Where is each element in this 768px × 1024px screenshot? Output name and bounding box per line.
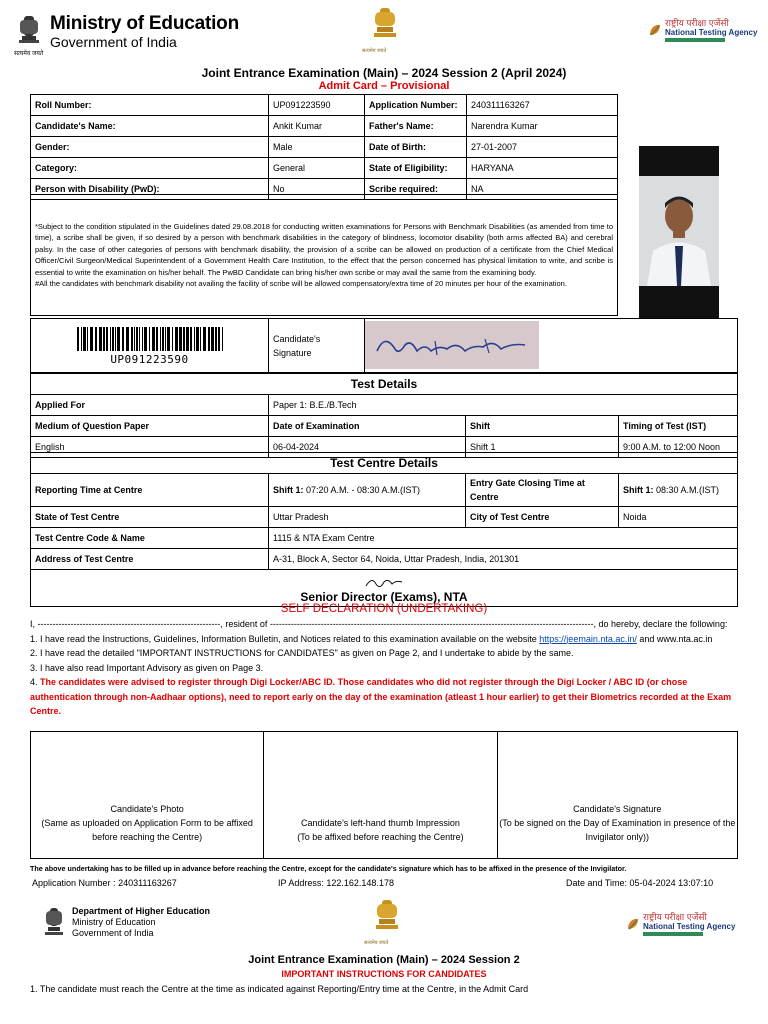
barcode-bar [142, 327, 143, 351]
barcode-bar [81, 327, 82, 351]
barcode-bar [203, 327, 206, 351]
centre-city-label: City of Test Centre [466, 507, 619, 528]
barcode-bar [200, 327, 201, 351]
self-declaration-heading: SELF DECLARATION (UNDERTAKING) [280, 603, 488, 615]
test-details-table [30, 372, 738, 458]
centre-address-value: A-31, Block A, Sector 64, Noida, Uttar Pradesh, India, 201301 [269, 549, 738, 570]
gate-closing-value: Shift 1: 08:30 A.M.(IST) [619, 474, 738, 507]
barcode-bar [215, 327, 217, 351]
centre-state-label: State of Test Centre [31, 507, 269, 528]
barcode-bar [103, 327, 105, 351]
page2-exam-title: Joint Entrance Examination (Main) – 2024 Session 2 [248, 954, 520, 966]
barcode-bar [83, 327, 86, 351]
barcode-bar [87, 327, 88, 351]
applied-for-label: Applied For [31, 395, 269, 416]
national-emblem-gold-icon [370, 6, 400, 46]
thumb-impression-box: Candidate's left-hand thumb Impression (To be affixed before reaching the Centre) [264, 732, 497, 859]
declaration-item-1: 1. I have read the Instructions, Guidelines, Information Bulletin, and Notices related to this examination available on the website https://jeemain.nta.ac.in/ and www.nta.ac.in [30, 633, 713, 644]
page2-emblem-motto: सत्यमेव जयते [364, 940, 389, 946]
barcode-bar [139, 327, 140, 351]
director-title: Senior Director (Exams), NTA [300, 590, 468, 604]
barcode-bar [167, 327, 170, 351]
barcode-bar [110, 327, 111, 351]
director-signature-cell [31, 570, 738, 607]
barcode [75, 327, 225, 351]
undertaking-note: The above undertaking has to be filled up in advance before reaching the Centre, except for the candidate's signature which has to be affixed in the presence of the Invigilator. [30, 864, 627, 873]
pwd-label: Person with Disability (PwD): [31, 179, 269, 200]
candidate-name-label: Candidate's Name: [31, 116, 269, 137]
barcode-bar [179, 327, 182, 351]
barcode-bar [149, 327, 150, 351]
barcode-text: UP091223590 [110, 352, 189, 366]
nta-name-english: National Testing Agency [665, 28, 758, 37]
candidate-name-value: Ankit Kumar [269, 116, 365, 137]
test-details-heading: Test Details [31, 373, 738, 395]
signature-label: Candidate's Signature [269, 319, 365, 374]
shift-label: Shift [466, 416, 619, 437]
declaration-body [30, 617, 742, 719]
declaration-item-2: 2. I have read the detailed "IMPORTANT INSTRUCTIONS for CANDIDATES" as given on Page 2, and I undertake to abide by the same. [30, 648, 574, 658]
barcode-bar [194, 327, 195, 351]
eligibility-state-value: HARYANA [467, 158, 618, 179]
emblem-motto-center: सत्यमेव जयते [362, 48, 387, 54]
pwd-note-paragraph-2: #All the candidates with benchmark disability not availing the facility of scribe will be allowed compensatory/extra time of 20 minutes per hour of the examination. [35, 279, 567, 288]
reporting-time-value: Shift 1: 07:20 A.M. - 08:30 A.M.(IST) [269, 474, 466, 507]
dob-label: Date of Birth: [365, 137, 467, 158]
centre-state-value: Uttar Pradesh [269, 507, 466, 528]
page2-nta-logo [626, 912, 735, 936]
page2-nta-bar [643, 932, 703, 936]
page2-emblem-icon [42, 906, 66, 942]
barcode-bar [196, 327, 199, 351]
scribe-value: NA [467, 179, 618, 200]
footer-ip-address: IP Address: 122.162.148.178 [278, 878, 394, 888]
centre-code-value: 1115 & NTA Exam Centre [269, 528, 738, 549]
ministry-government: Government of India [50, 34, 177, 50]
candidate-signature-image [365, 321, 539, 369]
gender-value: Male [269, 137, 365, 158]
exam-title: Joint Entrance Examination (Main) – 2024 Session 2 (April 2024) [201, 66, 567, 80]
shift-value: Shift 1 [466, 437, 619, 458]
barcode-bar [122, 327, 124, 351]
barcode-bar [115, 327, 116, 351]
barcode-bar [134, 327, 135, 351]
pwd-note-table [30, 194, 618, 316]
barcode-bar [186, 327, 189, 351]
page2-nta-name-english: National Testing Agency [643, 922, 736, 931]
emblem-motto: सत्यमेव जयते [14, 51, 44, 57]
national-emblem-icon [14, 14, 44, 50]
application-number-label: Application Number: [365, 95, 467, 116]
barcode-bar [211, 327, 214, 351]
page2-nta-name-hindi: राष्ट्रीय परीक्षा एजेंसी [643, 912, 707, 922]
application-number-value: 240311163267 [467, 95, 618, 116]
page2-department-header [42, 906, 210, 942]
gender-label: Gender: [31, 137, 269, 158]
applied-for-value: Paper 1: B.E./B.Tech [269, 395, 738, 416]
barcode-bar [136, 327, 138, 351]
nta-leaf-icon [648, 23, 662, 37]
barcode-bar [90, 327, 93, 351]
barcode-bar [152, 327, 155, 351]
page2-nta-leaf-icon [626, 917, 640, 931]
declaration-line-0: I, -------------------------------------------------------------, resident of ------------------------------------------------------------------------------------------------------------, do hereby, declare the following: [30, 619, 728, 629]
father-name-value: Narendra Kumar [467, 116, 618, 137]
barcode-bar [175, 327, 178, 351]
jeemain-website-link[interactable]: https://jeemain.nta.ac.in/ [539, 633, 637, 644]
barcode-bar [183, 327, 185, 351]
barcode-bar [112, 327, 114, 351]
exam-date-value: 06-04-2024 [269, 437, 466, 458]
declaration-item-4: 4. The candidates were advised to register through Digi Locker/ABC ID. Those candidates who did not register through the Digi Locker / ABC ID (or chose authentication through non-Aadhaar options), need to report early on the day of the examination (atleast 1 hour earlier) to get their Biometrics recorded at the Exam Centre. [30, 677, 732, 716]
reporting-time-label: Reporting Time at Centre [31, 474, 269, 507]
centre-city-value: Noida [619, 507, 738, 528]
centre-address-label: Address of Test Centre [31, 549, 269, 570]
footer-date-time: Date and Time: 05-04-2024 13:07:10 [566, 878, 714, 888]
centre-code-label: Test Centre Code & Name [31, 528, 269, 549]
candidate-details-table [30, 94, 618, 200]
candidate-photo-box: Candidate's Photo (Same as uploaded on Application Form to be affixed before reaching the Centre) [31, 732, 264, 859]
category-label: Category: [31, 158, 269, 179]
barcode-bar [99, 327, 102, 351]
medium-value: English [31, 437, 269, 458]
page2-department: Department of Higher Education [72, 906, 211, 916]
barcode-bar [156, 327, 158, 351]
barcode-bar [117, 327, 120, 351]
declaration-item-3: 3. I have also read Important Advisory as given on Page 3. [30, 662, 264, 673]
footer-application-number: Application Number : 240311163267 [32, 878, 177, 888]
barcode-cell [31, 319, 269, 374]
page2-instructions-heading: IMPORTANT INSTRUCTIONS FOR CANDIDATES [281, 969, 487, 979]
roll-number-value: UP091223590 [269, 95, 365, 116]
signature-cell [365, 319, 738, 374]
scribe-label: Scribe required: [365, 179, 467, 200]
category-value: General [269, 158, 365, 179]
timing-label: Timing of Test (IST) [619, 416, 738, 437]
page2-instruction-1: 1. The candidate must reach the Centre at the time as indicated against Reporting/Entry time at the Centre, in the Admit Card [30, 984, 529, 994]
barcode-bar [165, 327, 166, 351]
eligibility-state-label: State of Eligibility: [365, 158, 467, 179]
exam-date-label: Date of Examination [269, 416, 466, 437]
barcode-bar [106, 327, 108, 351]
nta-bar [665, 38, 725, 42]
barcode-bar [218, 327, 220, 351]
barcode-bar [160, 327, 161, 351]
pwd-value: No [269, 179, 365, 200]
ministry-name: Ministry of Education [50, 13, 239, 34]
candidate-photo [639, 146, 719, 318]
barcode-bar [190, 327, 192, 351]
pwd-note-paragraph-1: *Subject to the condition stipulated in the Guidelines dated 29.08.2018 for conducting written examinations for Persons with Benchmark Disabilities (as amended from time to time), a scribe shall be given, if so desired by a person with benchmark disabilities in the category of blindness, locomotor disability (both arms affected BA) and cerebral palsy. In the case of other categories of persons with benchmark disability, the provision of a scribe can be allowed on production of a certificate from the Chief Medical Officer/Civil Surgeon/Medical Superintendent of a Government Health Care Institution, to the effect that the person concerned has physical limitation to write, and scribe is essential to write the examination on his/her behalf. The PwBD Candidate can bring his/her own scribe or may avail the same from the examining body. [35, 221, 613, 277]
test-centre-heading: Test Centre Details [31, 453, 738, 474]
affix-boxes-table [30, 731, 738, 859]
page2-government: Government of India [72, 928, 154, 938]
admit-card-subtitle: Admit Card – Provisional [318, 80, 450, 92]
barcode-bar [208, 327, 210, 351]
barcode-bar [222, 327, 223, 351]
father-name-label: Father's Name: [365, 116, 467, 137]
medium-label: Medium of Question Paper [31, 416, 269, 437]
timing-value: 9:00 A.M. to 12:00 Noon [619, 437, 738, 458]
barcode-bar [172, 327, 173, 351]
candidate-signature-box: Candidate's Signature (To be signed on the Day of Examination in presence of the Invigilator only)) [497, 732, 737, 859]
barcode-bar [162, 327, 164, 351]
candidate-photo-image [639, 146, 719, 318]
nta-logo [648, 18, 757, 42]
barcode-bar [95, 327, 97, 351]
page2-ministry: Ministry of Education [72, 917, 156, 927]
pwd-note-cell [31, 195, 618, 316]
test-centre-table [30, 452, 738, 607]
page2-emblem-gold-icon [372, 898, 402, 938]
ministry-header [14, 14, 239, 50]
gate-closing-label: Entry Gate Closing Time at Centre [466, 474, 619, 507]
barcode-signature-table [30, 318, 738, 374]
barcode-bar [77, 327, 79, 351]
director-signature-image [364, 576, 404, 590]
nta-name-hindi: राष्ट्रीय परीक्षा एजेंसी [665, 18, 729, 28]
roll-number-label: Roll Number: [31, 95, 269, 116]
barcode-bar [126, 327, 129, 351]
dob-value: 27-01-2007 [467, 137, 618, 158]
barcode-bar [144, 327, 147, 351]
barcode-bar [131, 327, 133, 351]
